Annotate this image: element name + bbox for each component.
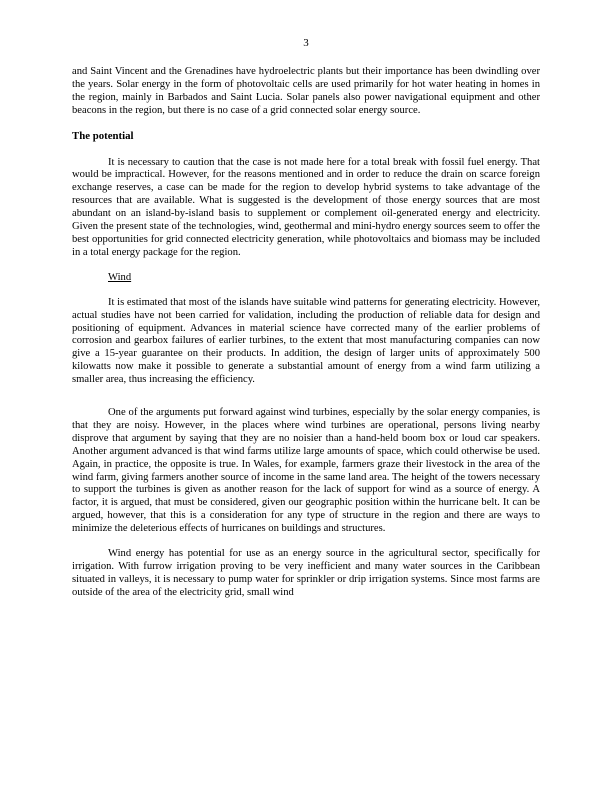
- wind-paragraph-2: One of the arguments put forward against wind turbines, especially by the solar energy companies, is that they are noisy. However, in the places where wind turbines are operational, persons living nearby disprove that argument by saying that they are no noisier than a hand-held boom box or loud car speakers. Another argument advanced is that wind farms utilize large amounts of space, which could otherwise be used. Again, in practice, the opposite is true. In Wales, for example, farmers graze their livestock in the area of the wind farm, giving farmers another source of income in the same land area. The height of the towers necessary to support the turbines is given as another reason for the lack of support for wind as a source of energy. A factor, it is argued, that must be considered, given our geographic position within the hurricane belt. It can be argued, however, that this is a consideration for any type of structure in the region and there are ways to minimize the deleterious effects of hurricanes on buildings and structures.: [72, 407, 540, 535]
- page-number: 3: [303, 37, 309, 49]
- potential-paragraph: It is necessary to caution that the case is not made here for a total break with fossil fuel energy. That would be impractical. However, for the reasons mentioned and in order to reduce the drain on scarce foreign exchange reserves, a case can be made for the region to develop hybrid systems to take advantage of the resources that are available. What is suggested is the development of those energy sources that are most abundant on an island-by-island basis to supplement or complement oil-generated energy and electricity. Given the present state of the technologies, wind, geothermal and mini-hydro energy sources seem to offer the best opportunities for grid connected electricity generation, while photovoltaics and biomass may be included in a total energy package for the region.: [72, 156, 540, 258]
- section-heading-potential: The potential: [72, 129, 134, 142]
- subsection-heading-wind: Wind: [108, 271, 132, 283]
- wind-paragraph-1: It is estimated that most of the islands have suitable wind patterns for generating electricity. However, actual studies have not been carried for validation, including the production of reliable data for design and positioning of equipment. Advances in material science have corrected many of the earlier problems of corrosion and gearbox failures of earlier turbines, to the extent that most manufacturing companies can now give a 15-year guarantee on their products. In addition, the design of larger units of approximately 500 kilowatts now make it possible to generate a substantial amount of energy from a wind farm utilizing a smaller area, thus increasing the efficiency.: [72, 296, 540, 386]
- paragraph-gap: [72, 399, 540, 407]
- document-body: [72, 66, 540, 612]
- intro-paragraph: and Saint Vincent and the Grenadines have hydroelectric plants but their importance has been dwindling over the years. Solar energy in the form of photovoltaic cells are used primarily for hot water heating in homes in the region, mainly in Barbados and Saint Lucia. Solar panels also power navigational equipment and other beacons in the region, but there is no case of a grid connected solar energy source.: [72, 66, 540, 116]
- wind-paragraph-3: Wind energy has potential for use as an energy source in the agricultural sector, specifically for irrigation. With furrow irrigation proving to be very inefficient and many water sources in the Caribbean situated in valleys, it is necessary to pump water for sprinkler or drip irrigation systems. Since most farms are outside of the area of the electricity grid, small wind: [72, 548, 540, 598]
